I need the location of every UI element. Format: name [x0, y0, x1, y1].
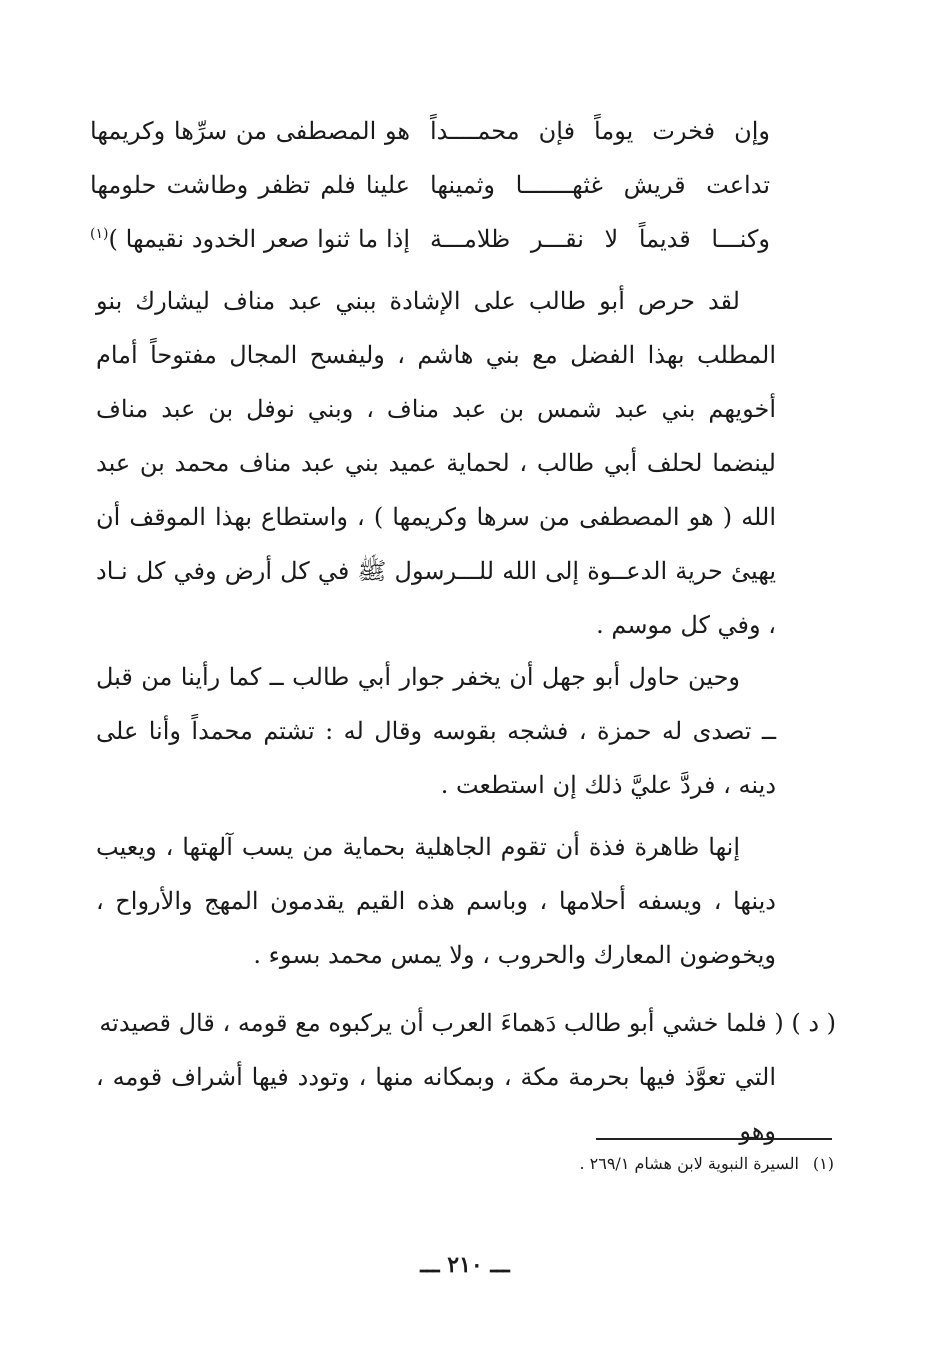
poem-hemistich-first: وكنـــا قديماً لا نقـــر ظلامـــة	[430, 225, 770, 253]
footnote-reference: (١)	[90, 226, 109, 242]
item-marker: ( د )	[791, 1009, 836, 1037]
poem-hemistich-first: تداعت قريش غثهـــــــا وثمينها	[430, 171, 770, 199]
poem-line	[90, 104, 770, 158]
footnote	[300, 1150, 834, 1178]
paragraph	[96, 650, 776, 812]
poem-line	[90, 158, 770, 212]
paragraph-lettered	[96, 996, 836, 1158]
paragraph	[96, 820, 776, 982]
page-number: ـــ ٢١٠ ـــ	[420, 1252, 510, 1278]
poem-hemistich-first: وإن فخرت يوماً فإن محمــــداً	[430, 117, 770, 145]
footnote-number: (١)	[812, 1154, 834, 1173]
paragraph-text: لقد حرص أبو طالب على الإشادة ببني عبد مناف ليشارك بنو المطلب بهذا الفضل مع بني هاشم ، وليفسح المجال مفتوحاً أمام أخويهم بني عبد شمس بن عبد مناف ، وبني نوفل بن عبد مناف لينضما لحلف أبي طالب ، لحماية عميد بني عبد مناف محمد بن عبد الله ( هو المصطفى من سرها وكريمها ) ، واستطاع بهذا الموقف أن يهيئ حرية الدعــوة إلى الله للـــرسول ﷺ في كل أرض وفي كل نـاد ، وفي كل موسم .	[96, 287, 776, 639]
poem-hemistich-second: علينا فلم تظفر وطاشت حلومها	[90, 171, 410, 199]
poem-hemistich-second-with-ref	[90, 225, 410, 253]
poem-hemistich-second: إذا ما ثنوا صعر الخدود نقيمها )	[108, 225, 410, 253]
paragraph-text: وحين حاول أبو جهل أن يخفر جوار أبي طالب ــ كما رأينا من قبل ــ تصدى له حمزة ، فشجه بقوسه وقال له : تشتم محمداً وأنا على دينه ، فردَّ عليَّ ذلك إن استطعت .	[96, 663, 776, 799]
poem-line	[90, 212, 770, 266]
poem-block	[90, 104, 770, 266]
poem-hemistich-second: هو المصطفى من سرِّها وكريمها	[90, 117, 410, 145]
paragraph-text: ( فلما خشي أبو طالب دَهماءَ العرب أن يركبوه مع قومه ، قال قصيدته	[99, 1009, 784, 1037]
paragraph-text: إنها ظاهرة فذة أن تقوم الجاهلية بحماية من يسب آلهتها ، ويعيب دينها ، ويسفه أحلامها ، وباسم هذه القيم يقدمون المهج والأرواح ، ويخوضون المعارك والحروب ، ولا يمس محمد بسوء .	[96, 833, 776, 969]
footnote-text: السيرة النبوية لابن هشام ٢٦٩/١ .	[579, 1154, 799, 1173]
paragraph-text-continued: التي تعوَّذ فيها بحرمة مكة ، وبمكانه منها ، وتودد فيها أشراف قومه ، وهو	[96, 1063, 776, 1145]
footnote-separator	[596, 1138, 832, 1140]
paragraph	[96, 274, 776, 652]
